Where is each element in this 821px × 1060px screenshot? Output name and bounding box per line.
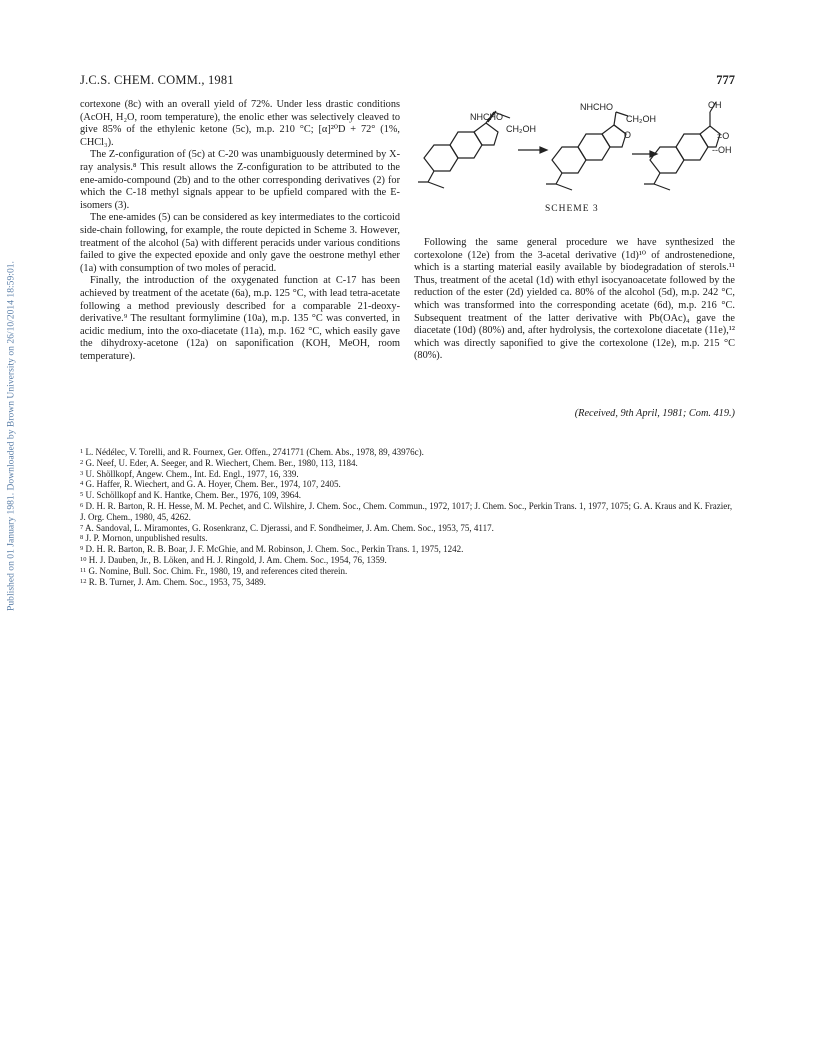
journal-title: J.C.S. CHEM. COMM., 1981 (80, 73, 234, 87)
paragraph: cortexone (8c) with an overall yield of 72%. Under less drastic conditions (AcOH, H₂O, room temperature), the enolic ether was selectively cleaved to give 85% of the ethylenic ketone (5c), m.p. 210 °C; [α]²⁰D + 72° (1%, CHCl₃). (80, 99, 400, 148)
reference-item: $^{11}$ G. Nomine, Bull. Soc. Chim. Fr., 1980, 19, and references cited therein. (80, 565, 348, 576)
received-date (414, 408, 735, 419)
publication-sidebar (2, 236, 20, 636)
steroid-molecule-1 (418, 111, 510, 188)
left-column (80, 99, 400, 363)
scheme-caption: SCHEME 3 (545, 204, 599, 214)
steroid-molecule-2 (546, 112, 628, 190)
reference-item: $^1$ L. Nédélec, V. Torelli, and R. Fournex, Ger. Offen., 2741771 (Chem. Abs., 1978, 89, 43976c). (80, 447, 424, 457)
paragraph: Following the same general procedure we have synthesized the cortexolone (12e) from the 3-acetal derivative (1d)¹⁰ of androstenedione, which is a starting material easily available by biodegradation of sterols.¹¹ Thus, treatment of the acetal (1d) with ethyl isocyanoacetate followed by the reduction of the ester (2d) yielded ca. 80% of the alcohol (5d), m.p. 242 °C, which was transformed into the corresponding acetate (6d), m.p. 216 °C. Subsequent treatment of the latter derivative with Pb(OAc)₄ gave the diacetate (10d) (80%) and, after hydrolysis, the cortexolone diacetate (11e),¹² which was directly saponified to give the cortexolone (12e), m.p. 215 °C (80%). (414, 237, 735, 362)
reference-item: $^3$ U. Shöllkopf, Angew. Chem., Int. Ed. Engl., 1977, 16, 339. (80, 468, 299, 479)
scheme-label: OH (708, 100, 722, 110)
scheme-label: CH₂OH (626, 114, 656, 124)
page-header (80, 73, 735, 89)
page-number: 777 (716, 73, 735, 87)
reference-item: $^2$ G. Neef, U. Eder, A. Seeger, and R. Wiechert, Chem. Ber., 1980, 113, 1184. (80, 457, 358, 468)
reference-item: $^9$ D. H. R. Barton, R. B. Boar, J. F. McGhie, and M. Robinson, J. Chem. Soc., Perkin Trans. 1, 1975, 1242. (80, 544, 464, 555)
reference-item: $^8$ J. P. Mornon, unpublished results. (80, 533, 208, 544)
reference-item: $^{12}$ R. B. Turner, J. Am. Chem. Soc., 1953, 75, 3489. (80, 576, 266, 587)
scheme-label: NHCHO (470, 112, 503, 122)
reference-item: $^{10}$ H. J. Dauben, Jr., B. Löken, and H. J. Ringold, J. Am. Chem. Soc., 1954, 76, 1359. (80, 554, 387, 565)
publication-note: Published on 01 January 1981. Downloaded by Brown University on 26/10/2014 18:59:01. (5, 261, 17, 611)
reference-item: $^4$ G. Haffer, R. Wiechert, and G. A. Hoyer, Chem. Ber., 1974, 107, 2405. (80, 479, 341, 490)
paragraph: The ene-amides (5) can be considered as key intermediates to the corticoid side-chain following, for example, the route depicted in Scheme 3. However, treatment of the alcohol (5a) with different peracids under various conditions failed to give the expected epoxide and only gave the oestrone methyl ether (1a) with consumption of two moles of peracid. (80, 212, 400, 274)
paragraph: Finally, the introduction of the oxygenated function at C-17 has been achieved by treatment of the acetate (6a), m.p. 125 °C, with lead tetra-acetate following a method previously described for a comparable 21-deoxy-derivative.⁹ The resultant formylimine (10a), m.p. 135 °C was converted, in acidic medium, into the oxo-diacetate (11a), m.p. 162 °C, which easily gave the dihydroxy-acetone (12a) on saponification (KOH, MeOH, room temperature). (80, 275, 400, 362)
scheme-label: =O (717, 131, 730, 141)
reference-item: $^6$ D. H. R. Barton, R. H. Hesse, M. M. Pechet, and C. Wilshire, J. Chem. Soc., Chem. Commun., 1972, 1017; J. Chem. Soc., Perkin Trans. 1, 1977, 1075; G. A. Kraus and K. Frazier, J. Org. Chem., 1980, 45, 4262. (80, 500, 733, 522)
scheme-label: NHCHO (580, 102, 613, 112)
right-column (414, 237, 735, 363)
scheme-label: O (624, 130, 632, 140)
scheme-label: --OH (712, 145, 732, 155)
received-text: (Received, 9th April, 1981; Com. 419.) (574, 408, 735, 419)
paragraph: The Z-configuration of (5c) at C-20 was unambiguously determined by X-ray analysis.⁸ This result allows the Z-configuration to be attributed to the ene-amido-compound (2b) and to the other corresponding derivatives (2) for which the C-18 methyl signals appear to be upfield compared with the E-isomers (3). (80, 149, 400, 211)
scheme-label: CH₂OH (506, 124, 536, 134)
references-list (80, 447, 736, 587)
reference-item: $^7$ A. Sandoval, L. Miramontes, G. Rosenkranz, C. Djerassi, and F. Sondheimer, J. Am. Chem. Soc., 1953, 75, 4117. (80, 522, 494, 533)
reference-item: $^5$ U. Schöllkopf and K. Hantke, Chem. Ber., 1976, 109, 3964. (80, 490, 301, 501)
